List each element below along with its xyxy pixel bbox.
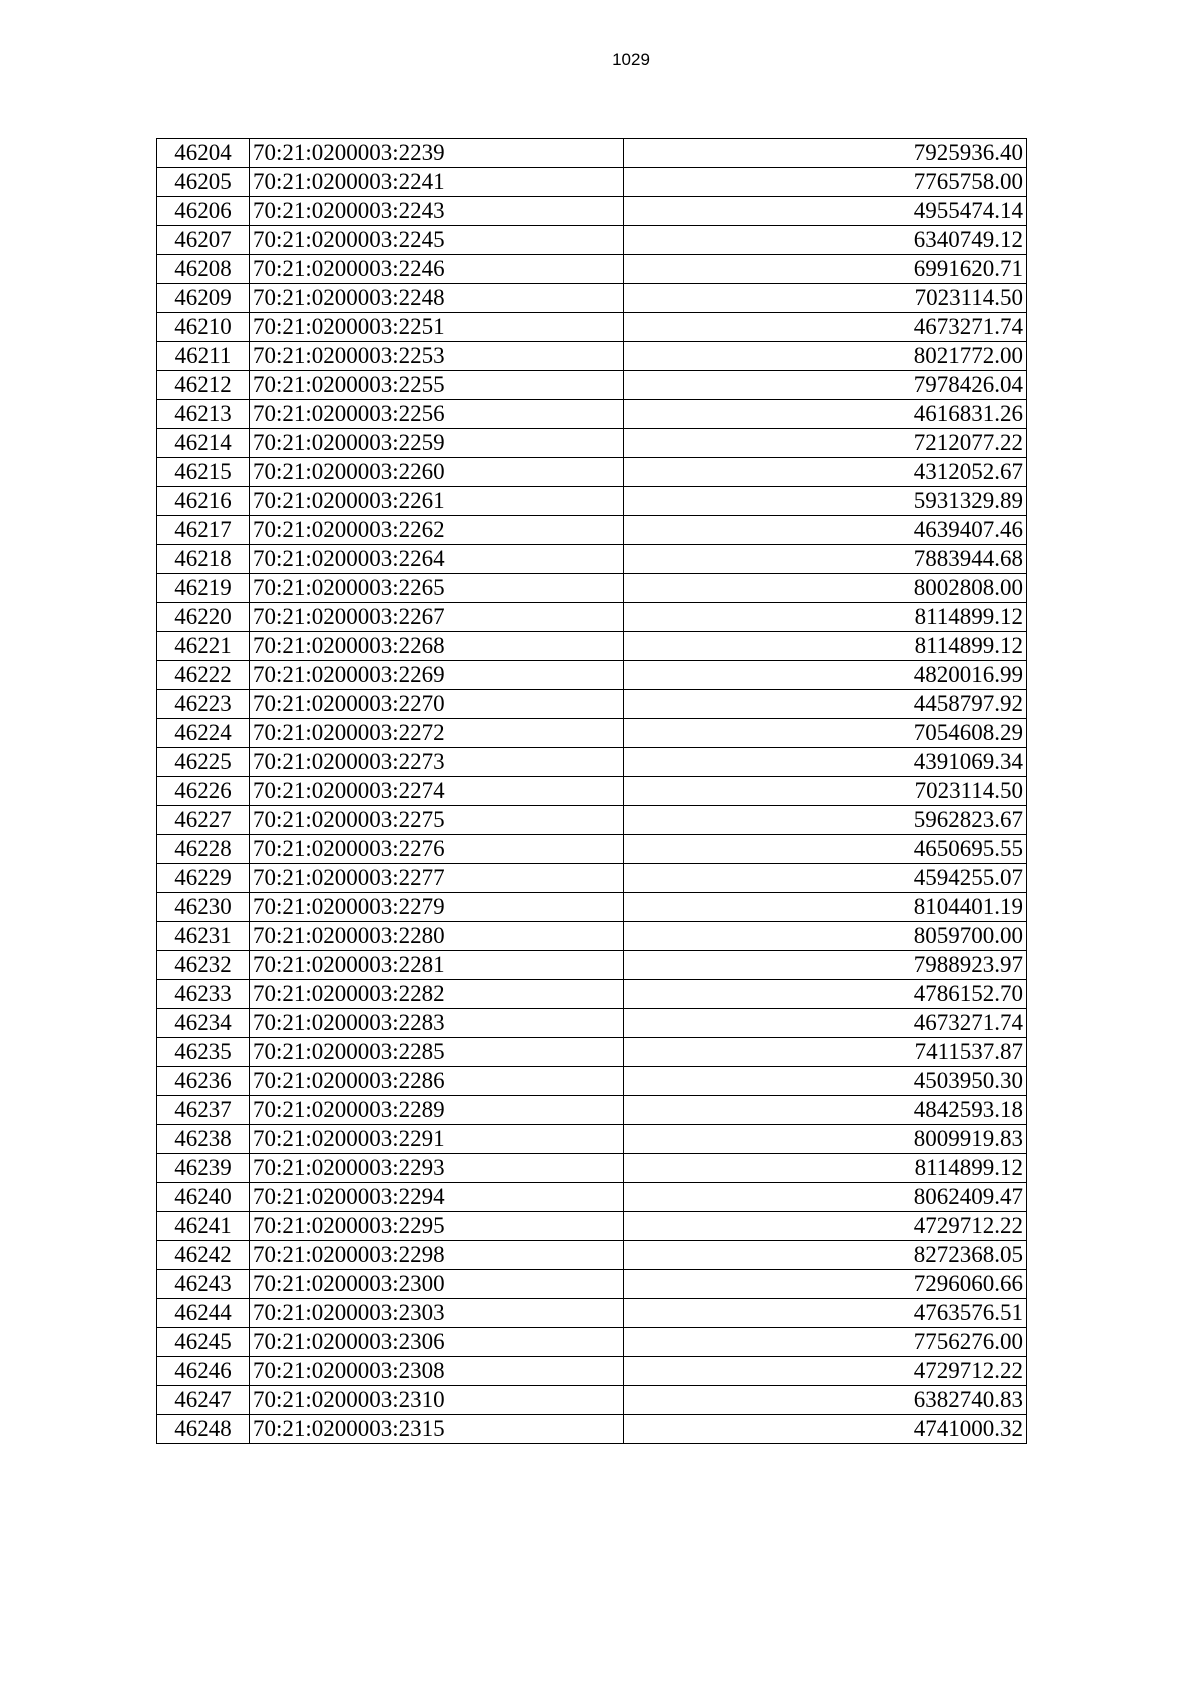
row-number-cell: 46219 bbox=[157, 574, 250, 603]
cadastral-value-cell: 4729712.22 bbox=[624, 1212, 1027, 1241]
cadastral-number-cell: 70:21:0200003:2253 bbox=[250, 342, 624, 371]
row-number-cell: 46232 bbox=[157, 951, 250, 980]
cadastral-value-cell: 6991620.71 bbox=[624, 255, 1027, 284]
cadastral-value-cell: 4650695.55 bbox=[624, 835, 1027, 864]
table-row bbox=[157, 1357, 1027, 1386]
row-number-cell: 46236 bbox=[157, 1067, 250, 1096]
cadastral-value-cell: 7296060.66 bbox=[624, 1270, 1027, 1299]
row-number-cell: 46209 bbox=[157, 284, 250, 313]
table-row bbox=[157, 922, 1027, 951]
cadastral-value-cell: 7978426.04 bbox=[624, 371, 1027, 400]
table-body bbox=[157, 139, 1027, 1444]
cadastral-number-cell: 70:21:0200003:2277 bbox=[250, 864, 624, 893]
cadastral-number-cell: 70:21:0200003:2268 bbox=[250, 632, 624, 661]
row-number-cell: 46247 bbox=[157, 1386, 250, 1415]
table-row bbox=[157, 574, 1027, 603]
cadastral-number-cell: 70:21:0200003:2279 bbox=[250, 893, 624, 922]
cadastral-value-cell: 4820016.99 bbox=[624, 661, 1027, 690]
row-number-cell: 46208 bbox=[157, 255, 250, 284]
cadastral-value-cell: 5962823.67 bbox=[624, 806, 1027, 835]
cadastral-number-cell: 70:21:0200003:2315 bbox=[250, 1415, 624, 1444]
row-number-cell: 46221 bbox=[157, 632, 250, 661]
table-row bbox=[157, 748, 1027, 777]
cadastral-number-cell: 70:21:0200003:2261 bbox=[250, 487, 624, 516]
cadastral-value-table bbox=[156, 138, 1027, 1444]
table-row bbox=[157, 632, 1027, 661]
cadastral-value-cell: 4503950.30 bbox=[624, 1067, 1027, 1096]
cadastral-number-cell: 70:21:0200003:2306 bbox=[250, 1328, 624, 1357]
cadastral-value-cell: 6340749.12 bbox=[624, 226, 1027, 255]
cadastral-number-cell: 70:21:0200003:2259 bbox=[250, 429, 624, 458]
row-number-cell: 46244 bbox=[157, 1299, 250, 1328]
row-number-cell: 46238 bbox=[157, 1125, 250, 1154]
table-row bbox=[157, 1328, 1027, 1357]
table-row bbox=[157, 342, 1027, 371]
table-row bbox=[157, 777, 1027, 806]
row-number-cell: 46214 bbox=[157, 429, 250, 458]
table-row bbox=[157, 806, 1027, 835]
cadastral-number-cell: 70:21:0200003:2256 bbox=[250, 400, 624, 429]
cadastral-value-cell: 7765758.00 bbox=[624, 168, 1027, 197]
cadastral-value-cell: 4955474.14 bbox=[624, 197, 1027, 226]
cadastral-value-cell: 4842593.18 bbox=[624, 1096, 1027, 1125]
table-row bbox=[157, 545, 1027, 574]
cadastral-number-cell: 70:21:0200003:2262 bbox=[250, 516, 624, 545]
table-row bbox=[157, 313, 1027, 342]
table-row bbox=[157, 487, 1027, 516]
table-row bbox=[157, 1009, 1027, 1038]
cadastral-value-cell: 4312052.67 bbox=[624, 458, 1027, 487]
cadastral-number-cell: 70:21:0200003:2282 bbox=[250, 980, 624, 1009]
table-row bbox=[157, 1299, 1027, 1328]
table-row bbox=[157, 139, 1027, 168]
cadastral-value-cell: 4594255.07 bbox=[624, 864, 1027, 893]
row-number-cell: 46216 bbox=[157, 487, 250, 516]
row-number-cell: 46207 bbox=[157, 226, 250, 255]
cadastral-number-cell: 70:21:0200003:2289 bbox=[250, 1096, 624, 1125]
cadastral-value-cell: 4673271.74 bbox=[624, 313, 1027, 342]
table-row bbox=[157, 284, 1027, 313]
table-row bbox=[157, 371, 1027, 400]
cadastral-value-cell: 8114899.12 bbox=[624, 632, 1027, 661]
table-row bbox=[157, 1096, 1027, 1125]
cadastral-number-cell: 70:21:0200003:2286 bbox=[250, 1067, 624, 1096]
row-number-cell: 46224 bbox=[157, 719, 250, 748]
cadastral-value-cell: 8114899.12 bbox=[624, 603, 1027, 632]
cadastral-number-cell: 70:21:0200003:2272 bbox=[250, 719, 624, 748]
cadastral-value-cell: 4673271.74 bbox=[624, 1009, 1027, 1038]
cadastral-value-cell: 7411537.87 bbox=[624, 1038, 1027, 1067]
page-number: 1029 bbox=[612, 50, 650, 69]
table-row bbox=[157, 893, 1027, 922]
table-row bbox=[157, 1415, 1027, 1444]
cadastral-value-cell: 7883944.68 bbox=[624, 545, 1027, 574]
table-row bbox=[157, 719, 1027, 748]
cadastral-value-cell: 4458797.92 bbox=[624, 690, 1027, 719]
table-row bbox=[157, 458, 1027, 487]
table-row bbox=[157, 1270, 1027, 1299]
table-row bbox=[157, 1067, 1027, 1096]
table-row bbox=[157, 1125, 1027, 1154]
row-number-cell: 46228 bbox=[157, 835, 250, 864]
row-number-cell: 46233 bbox=[157, 980, 250, 1009]
cadastral-number-cell: 70:21:0200003:2283 bbox=[250, 1009, 624, 1038]
table-row bbox=[157, 226, 1027, 255]
row-number-cell: 46230 bbox=[157, 893, 250, 922]
cadastral-number-cell: 70:21:0200003:2293 bbox=[250, 1154, 624, 1183]
row-number-cell: 46226 bbox=[157, 777, 250, 806]
table-row bbox=[157, 1183, 1027, 1212]
row-number-cell: 46248 bbox=[157, 1415, 250, 1444]
cadastral-number-cell: 70:21:0200003:2281 bbox=[250, 951, 624, 980]
table-row bbox=[157, 690, 1027, 719]
cadastral-value-cell: 7988923.97 bbox=[624, 951, 1027, 980]
table-row bbox=[157, 980, 1027, 1009]
table-row bbox=[157, 400, 1027, 429]
cadastral-number-cell: 70:21:0200003:2274 bbox=[250, 777, 624, 806]
row-number-cell: 46243 bbox=[157, 1270, 250, 1299]
row-number-cell: 46246 bbox=[157, 1357, 250, 1386]
cadastral-value-cell: 8114899.12 bbox=[624, 1154, 1027, 1183]
cadastral-number-cell: 70:21:0200003:2267 bbox=[250, 603, 624, 632]
cadastral-value-cell: 7023114.50 bbox=[624, 777, 1027, 806]
row-number-cell: 46242 bbox=[157, 1241, 250, 1270]
cadastral-number-cell: 70:21:0200003:2260 bbox=[250, 458, 624, 487]
row-number-cell: 46229 bbox=[157, 864, 250, 893]
row-number-cell: 46205 bbox=[157, 168, 250, 197]
cadastral-value-cell: 4391069.34 bbox=[624, 748, 1027, 777]
cadastral-number-cell: 70:21:0200003:2276 bbox=[250, 835, 624, 864]
row-number-cell: 46210 bbox=[157, 313, 250, 342]
row-number-cell: 46241 bbox=[157, 1212, 250, 1241]
row-number-cell: 46245 bbox=[157, 1328, 250, 1357]
row-number-cell: 46220 bbox=[157, 603, 250, 632]
row-number-cell: 46218 bbox=[157, 545, 250, 574]
cadastral-value-cell: 8009919.83 bbox=[624, 1125, 1027, 1154]
cadastral-number-cell: 70:21:0200003:2308 bbox=[250, 1357, 624, 1386]
row-number-cell: 46217 bbox=[157, 516, 250, 545]
cadastral-number-cell: 70:21:0200003:2303 bbox=[250, 1299, 624, 1328]
cadastral-number-cell: 70:21:0200003:2275 bbox=[250, 806, 624, 835]
row-number-cell: 46211 bbox=[157, 342, 250, 371]
cadastral-number-cell: 70:21:0200003:2280 bbox=[250, 922, 624, 951]
cadastral-number-cell: 70:21:0200003:2269 bbox=[250, 661, 624, 690]
cadastral-number-cell: 70:21:0200003:2245 bbox=[250, 226, 624, 255]
table-row bbox=[157, 603, 1027, 632]
cadastral-value-cell: 4616831.26 bbox=[624, 400, 1027, 429]
row-number-cell: 46231 bbox=[157, 922, 250, 951]
cadastral-value-cell: 7925936.40 bbox=[624, 139, 1027, 168]
cadastral-number-cell: 70:21:0200003:2243 bbox=[250, 197, 624, 226]
table-row bbox=[157, 1212, 1027, 1241]
cadastral-value-cell: 7212077.22 bbox=[624, 429, 1027, 458]
table-row bbox=[157, 516, 1027, 545]
row-number-cell: 46227 bbox=[157, 806, 250, 835]
cadastral-number-cell: 70:21:0200003:2294 bbox=[250, 1183, 624, 1212]
cadastral-value-cell: 5931329.89 bbox=[624, 487, 1027, 516]
row-number-cell: 46239 bbox=[157, 1154, 250, 1183]
table-row bbox=[157, 197, 1027, 226]
cadastral-number-cell: 70:21:0200003:2273 bbox=[250, 748, 624, 777]
cadastral-number-cell: 70:21:0200003:2310 bbox=[250, 1386, 624, 1415]
row-number-cell: 46235 bbox=[157, 1038, 250, 1067]
cadastral-value-cell: 8062409.47 bbox=[624, 1183, 1027, 1212]
table-row bbox=[157, 661, 1027, 690]
cadastral-number-cell: 70:21:0200003:2295 bbox=[250, 1212, 624, 1241]
table-row bbox=[157, 951, 1027, 980]
row-number-cell: 46225 bbox=[157, 748, 250, 777]
row-number-cell: 46212 bbox=[157, 371, 250, 400]
table-row bbox=[157, 835, 1027, 864]
cadastral-number-cell: 70:21:0200003:2239 bbox=[250, 139, 624, 168]
cadastral-value-cell: 4639407.46 bbox=[624, 516, 1027, 545]
cadastral-number-cell: 70:21:0200003:2291 bbox=[250, 1125, 624, 1154]
cadastral-value-cell: 6382740.83 bbox=[624, 1386, 1027, 1415]
table-row bbox=[157, 1241, 1027, 1270]
cadastral-number-cell: 70:21:0200003:2246 bbox=[250, 255, 624, 284]
cadastral-number-cell: 70:21:0200003:2285 bbox=[250, 1038, 624, 1067]
cadastral-value-cell: 4763576.51 bbox=[624, 1299, 1027, 1328]
row-number-cell: 46204 bbox=[157, 139, 250, 168]
row-number-cell: 46223 bbox=[157, 690, 250, 719]
cadastral-number-cell: 70:21:0200003:2255 bbox=[250, 371, 624, 400]
cadastral-value-cell: 7756276.00 bbox=[624, 1328, 1027, 1357]
cadastral-number-cell: 70:21:0200003:2270 bbox=[250, 690, 624, 719]
row-number-cell: 46215 bbox=[157, 458, 250, 487]
cadastral-value-cell: 8059700.00 bbox=[624, 922, 1027, 951]
table-row bbox=[157, 255, 1027, 284]
cadastral-number-cell: 70:21:0200003:2265 bbox=[250, 574, 624, 603]
row-number-cell: 46237 bbox=[157, 1096, 250, 1125]
cadastral-number-cell: 70:21:0200003:2248 bbox=[250, 284, 624, 313]
cadastral-number-cell: 70:21:0200003:2300 bbox=[250, 1270, 624, 1299]
cadastral-value-cell: 8002808.00 bbox=[624, 574, 1027, 603]
row-number-cell: 46240 bbox=[157, 1183, 250, 1212]
row-number-cell: 46222 bbox=[157, 661, 250, 690]
cadastral-value-cell: 8272368.05 bbox=[624, 1241, 1027, 1270]
cadastral-value-cell: 7023114.50 bbox=[624, 284, 1027, 313]
cadastral-number-cell: 70:21:0200003:2251 bbox=[250, 313, 624, 342]
cadastral-value-cell: 7054608.29 bbox=[624, 719, 1027, 748]
cadastral-value-cell: 4741000.32 bbox=[624, 1415, 1027, 1444]
table-row bbox=[157, 429, 1027, 458]
cadastral-value-cell: 8104401.19 bbox=[624, 893, 1027, 922]
cadastral-value-cell: 4786152.70 bbox=[624, 980, 1027, 1009]
cadastral-number-cell: 70:21:0200003:2298 bbox=[250, 1241, 624, 1270]
table-row bbox=[157, 168, 1027, 197]
cadastral-value-cell: 4729712.22 bbox=[624, 1357, 1027, 1386]
table-row bbox=[157, 1154, 1027, 1183]
table-row bbox=[157, 1386, 1027, 1415]
row-number-cell: 46234 bbox=[157, 1009, 250, 1038]
table-row bbox=[157, 1038, 1027, 1067]
cadastral-number-cell: 70:21:0200003:2241 bbox=[250, 168, 624, 197]
cadastral-number-cell: 70:21:0200003:2264 bbox=[250, 545, 624, 574]
row-number-cell: 46206 bbox=[157, 197, 250, 226]
cadastral-value-cell: 8021772.00 bbox=[624, 342, 1027, 371]
table-row bbox=[157, 864, 1027, 893]
row-number-cell: 46213 bbox=[157, 400, 250, 429]
